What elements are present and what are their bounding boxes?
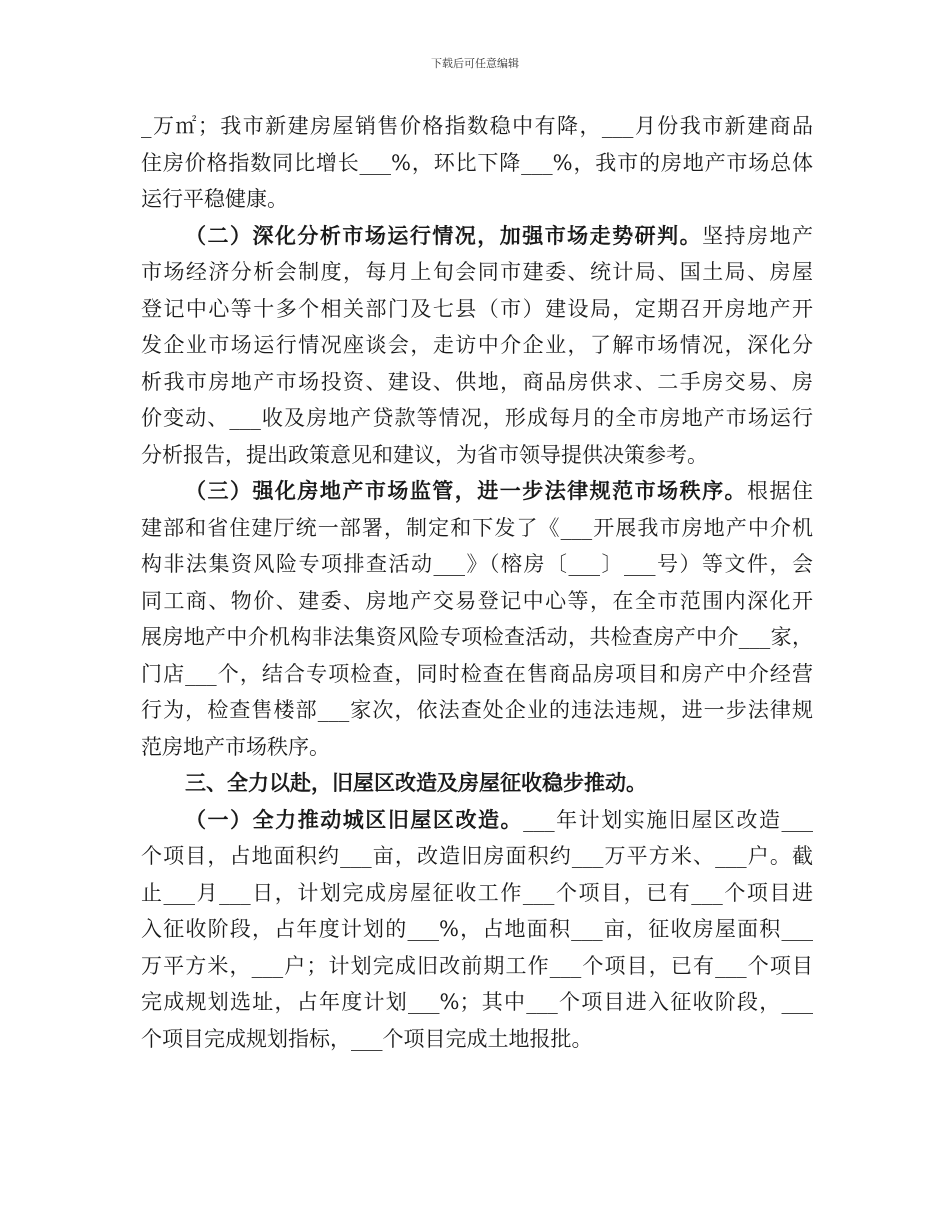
text-line [141, 948, 813, 985]
text-line [141, 254, 813, 291]
line-text: 入征收阶段，占年度计划的___%，占地面积___亩，征收房屋面积___ [141, 917, 813, 941]
text-line [141, 400, 813, 437]
text-line [141, 218, 813, 255]
text-line [141, 838, 813, 875]
text-line [141, 145, 813, 182]
text-line [141, 619, 813, 656]
line-text: 门店___个，结合专项检查，同时检查在售商品房项目和房产中介经营 [141, 661, 813, 686]
line-text: 万平方米，___户；计划完成旧改前期工作___个项目，已有___个项目 [141, 953, 813, 978]
text-line [141, 729, 813, 766]
text-line [141, 291, 813, 328]
document-body [141, 108, 813, 1057]
bold-heading: 三、全力以赴，旧屋区改造及房屋征收稳步推动。 [185, 770, 647, 795]
text-line [141, 437, 813, 474]
line-text: 住房价格指数同比增长___%，环比下降___%，我市的房地产市场总体 [141, 150, 813, 175]
text-line [141, 108, 813, 145]
line-text: 登记中心等十多个相关部门及七县（市）建设局，定期召开房地产开 [141, 296, 813, 321]
line-text: 止___月___日，计划完成房屋征收工作___个项目，已有___个项目进 [141, 880, 813, 905]
text-line [141, 656, 813, 693]
text-line [141, 364, 813, 401]
line-text: 个项目，占地面积约___亩，改造旧房面积约___万平方米、___户。截 [141, 844, 813, 868]
bold-heading: （一）全力推动城区旧屋区改造。 [185, 806, 524, 832]
line-text: 展房地产中介机构非法集资风险专项检查活动，共检查房产中介___家， [141, 625, 813, 649]
text-line [141, 1021, 813, 1058]
text-line [141, 692, 813, 729]
text-line [141, 546, 813, 583]
line-text: 完成规划选址，占年度计划___%；其中___个项目进入征收阶段，___ [141, 990, 813, 1014]
line-text: 范房地产市场秩序。 [141, 734, 330, 759]
line-text: 市场经济分析会制度，每月上旬会同市建委、统计局、国土局、房屋 [141, 260, 813, 284]
text-line [141, 181, 813, 218]
line-text: 分析报告，提出政策意见和建议，为省市领导提供决策参考。 [141, 442, 708, 467]
line-text: 坚持房地产 [702, 223, 814, 248]
text-line [141, 765, 813, 802]
line-text: 析我市房地产市场投资、建设、供地，商品房供求、二手房交易、房 [141, 369, 813, 394]
line-text: 运行平稳健康。 [141, 187, 288, 211]
bold-heading: （二）深化分析市场运行情况，加强市场走势研判。 [185, 222, 703, 248]
text-line [141, 984, 813, 1021]
line-text: 建部和省住建厅统一部署，制定和下发了《___开展我市房地产中介机 [141, 515, 813, 540]
line-text: 个项目完成规划指标，___个项目完成土地报批。 [141, 1026, 593, 1051]
text-line [141, 911, 813, 948]
bold-heading: （三）强化房地产市场监管，进一步法律规范市场秩序。 [185, 478, 748, 503]
text-line [141, 473, 813, 510]
line-text: 构非法集资风险专项排查活动___》（榕房〔___〕___号）等文件，会 [141, 552, 813, 576]
text-line [141, 327, 813, 364]
line-text: 同工商、物价、建委、房地产交易登记中心等，在全市范围内深化开 [141, 588, 813, 613]
line-text: ___年计划实施旧屋区改造___ [523, 807, 814, 832]
line-text: 根据住 [747, 479, 814, 503]
page-header: 下载后可任意编辑 [431, 57, 519, 70]
text-line [141, 875, 813, 912]
line-text: 发企业市场运行情况座谈会，走访中介企业，了解市场情况，深化分 [141, 333, 813, 357]
text-line [141, 510, 813, 547]
line-text: 价变动、___收及房地产贷款等情况，形成每月的全市房地产市场运行 [141, 406, 813, 430]
line-text: _万㎡；我市新建房屋销售价格指数稳中有降，___月份我市新建商品 [141, 114, 813, 138]
text-line [141, 583, 813, 620]
text-line [141, 802, 813, 839]
line-text: 行为，检查售楼部___家次，依法查处企业的违法违规，进一步法律规 [141, 698, 813, 722]
